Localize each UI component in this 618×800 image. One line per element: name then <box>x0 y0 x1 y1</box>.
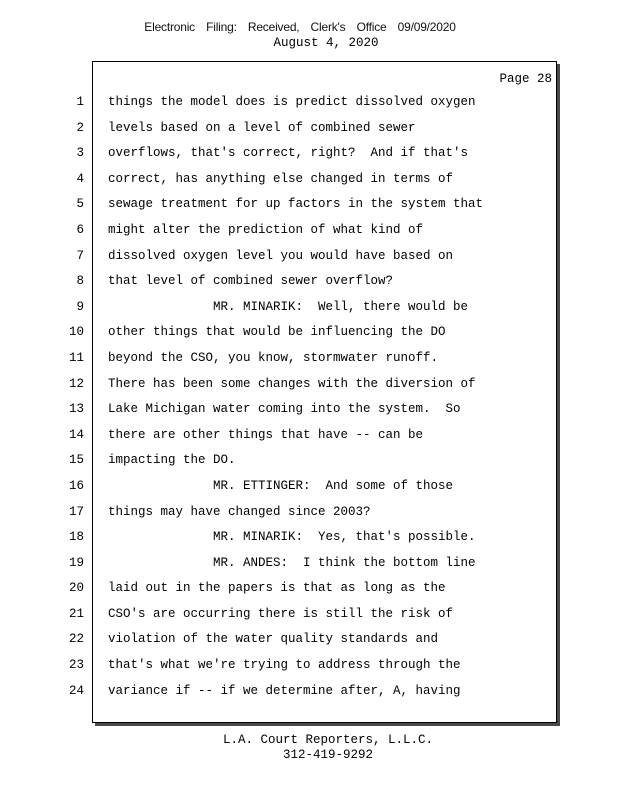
line-number: 4 <box>76 171 84 186</box>
transcript-line <box>0 346 618 372</box>
line-text: CSO's are occurring there is still the risk of <box>108 606 454 621</box>
line-text: MR. ANDES: I think the bottom line <box>108 555 476 570</box>
line-number: 2 <box>76 120 84 135</box>
filing-stamp: Electronic Filing: Received, Clerk's Office 09/09/2020 <box>144 20 456 34</box>
line-text: things may have changed since 2003? <box>108 504 371 519</box>
line-text: things the model does is predict dissolved oxygen <box>108 95 476 109</box>
line-number: 1 <box>76 95 84 109</box>
line-number: 6 <box>76 222 84 237</box>
transcript-line <box>0 474 618 500</box>
line-number: 17 <box>68 504 84 519</box>
transcript-date: August 4, 2020 <box>273 36 379 50</box>
line-text: sewage treatment for up factors in the system that <box>108 197 484 212</box>
line-text: might alter the prediction of what kind of <box>108 222 424 237</box>
line-text: There has been some changes with the diversion of <box>108 376 476 391</box>
line-number: 16 <box>68 478 84 493</box>
line-number: 15 <box>68 453 84 468</box>
transcript-line <box>0 192 618 218</box>
line-text: laid out in the papers is that as long as the <box>108 581 446 596</box>
line-text: Lake Michigan water coming into the system. So <box>108 402 461 417</box>
transcript-line <box>0 141 618 167</box>
line-text: that's what we're trying to address through the <box>108 658 461 673</box>
line-text: variance if -- if we determine after, A, having <box>108 683 461 698</box>
transcript-line <box>0 116 618 142</box>
line-text: overflows, that's correct, right? And if that's <box>108 146 469 161</box>
transcript-line <box>0 90 618 116</box>
reporter-footer <box>0 733 618 763</box>
transcript-line <box>0 448 618 474</box>
line-text: beyond the CSO, you know, stormwater runoff. <box>108 350 439 365</box>
line-number: 19 <box>68 555 84 570</box>
line-number: 3 <box>76 146 84 161</box>
transcript-lines <box>0 90 618 704</box>
line-number: 7 <box>76 248 84 263</box>
line-number: 24 <box>68 683 84 698</box>
reporter-company: L.A. Court Reporters, L.L.C. <box>222 733 434 747</box>
transcript-line <box>0 602 618 628</box>
transcript-line <box>0 372 618 398</box>
transcript-line <box>0 244 618 270</box>
line-number: 11 <box>68 350 84 365</box>
transcript-line <box>0 525 618 551</box>
line-number: 22 <box>68 632 84 647</box>
line-text: that level of combined sewer overflow? <box>108 274 394 289</box>
line-number: 8 <box>76 274 84 289</box>
line-text: dissolved oxygen level you would have based on <box>108 248 454 263</box>
line-text: correct, has anything else changed in terms of <box>108 171 454 186</box>
line-number: 5 <box>76 197 84 212</box>
transcript-line <box>0 320 618 346</box>
line-text: there are other things that have -- can be <box>108 427 424 442</box>
line-number: 12 <box>68 376 84 391</box>
line-number: 14 <box>68 427 84 442</box>
line-number: 10 <box>68 325 84 340</box>
line-number: 18 <box>68 530 84 545</box>
line-number: 9 <box>76 299 84 314</box>
page-number: Page 28 <box>499 72 552 86</box>
transcript-line <box>0 295 618 321</box>
line-text: other things that would be influencing the DO <box>108 325 446 340</box>
line-number: 21 <box>68 606 84 621</box>
line-number: 23 <box>68 658 84 673</box>
transcript-line <box>0 551 618 577</box>
line-text: MR. MINARIK: Well, there would be <box>108 299 469 314</box>
transcript-line <box>0 576 618 602</box>
reporter-phone: 312-419-9292 <box>282 748 373 762</box>
line-text: MR. ETTINGER: And some of those <box>108 478 454 493</box>
line-text: MR. MINARIK: Yes, that's possible. <box>108 530 476 545</box>
line-text: violation of the water quality standards and <box>108 632 439 647</box>
transcript-line <box>0 218 618 244</box>
transcript-line <box>0 653 618 679</box>
transcript-line <box>0 269 618 295</box>
transcript-line <box>0 397 618 423</box>
line-text: levels based on a level of combined sewer <box>108 120 416 135</box>
transcript-line <box>0 423 618 449</box>
transcript-line <box>0 679 618 705</box>
line-number: 20 <box>68 581 84 596</box>
transcript-line <box>0 500 618 526</box>
transcript-line <box>0 627 618 653</box>
transcript-line <box>0 167 618 193</box>
line-text: impacting the DO. <box>108 453 236 468</box>
line-number: 13 <box>68 402 84 417</box>
